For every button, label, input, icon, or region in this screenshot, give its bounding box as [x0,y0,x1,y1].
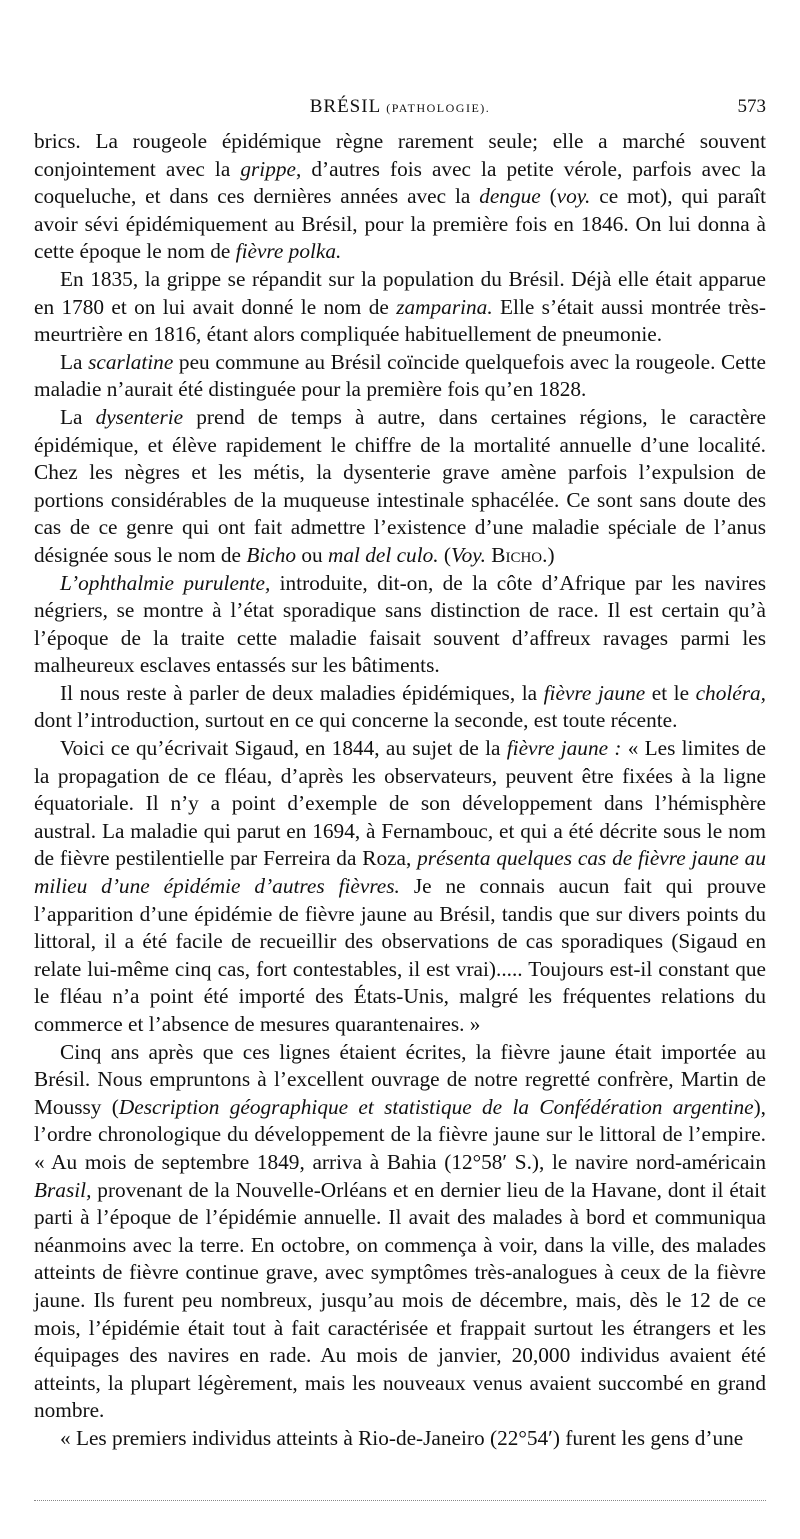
text-run: ), l’ordre chronologique du développement de la fièvre jaune sur le littoral de l’empire. « Au mois de septembre 1849, arriva à Bahia (12°58′ S.), le navire nord-américain [34,1094,766,1174]
paragraph [34,266,766,349]
text-run: .) [542,542,555,567]
text-run: Je ne connais aucun fait qui prouve l’apparition d’une épidémie de fièvre jaune au Brésil, tandis que sur divers points du littoral, il a été facile de recueillir des observations de cas sporadiques (Sigaud en relate lui-même cinq cas, fort contestables, il est vrai)..... Toujours est-il constant que le fléau n’a point été importé des États-Unis, malgré les fréquentes relations du commerce et l’absence de mesures quarantenaires. » [34,874,766,1036]
italic-text-run: voy. [556,184,591,209]
italic-text-run: dysenterie [95,404,184,429]
text-run: , d’autres fois avec la petite vérole, parfois avec la coqueluche, et dans ces dernières années avec la [34,156,766,209]
page-header-title [0,96,800,118]
paragraph [34,570,766,680]
text-run: La [60,404,96,429]
italic-text-run: fièvre jaune [543,680,646,705]
body-text [34,128,766,1453]
italic-text-run: choléra, [695,680,766,705]
header-title-sub: (PATHOLOGIE). [386,101,491,115]
text-run: Voici ce qu’écrivait Sigaud, en 1844, au sujet de la [60,736,507,761]
text-run: ce mot), qui paraît avoir sévi épidémiquement au Brésil, pour la première fois en 1846. On lui donna à cette époque le nom de [34,184,766,264]
text-run: peu commune au Brésil coïncide quelquefois avec la rougeole. Cette maladie n’aurait été distinguée pour la première fois qu’en 1828. [34,349,766,402]
italic-text-run: zamparina. [396,294,493,319]
text-run: prend de temps à autre, dans certaines régions, le caractère épidémique, et élève rapidement le chiffre de la mortalité annuelle d’une localité. Chez les nègres et les métis, la dysenterie grave amène parfois l’expulsion de portions considérables de la muqueuse intestinale sphacélée. Ce sont sans doute des cas de ce genre qui ont fait admettre l’existence d’une maladie spéciale de l’anus désignée sous le nom de [34,404,766,567]
italic-text-run: fièvre polka. [235,239,342,264]
text-run: ( [438,542,452,567]
running-head [0,92,800,124]
footer-rule [34,1500,766,1501]
italic-text-run: Description géographique et statistique de la Confédération argentine [118,1094,754,1119]
text-run: Elle s’était aussi montrée très-meurtrière en 1816, étant alors compliquée habituellement de pneumonie. [34,294,766,347]
italic-text-run: L’ophthalmie purulente, [60,570,271,595]
text-run: La [60,349,89,374]
text-run: « Les premiers individus atteints à Rio-de-Janeiro (22°54′) furent les gens d’une [60,1425,744,1450]
text-run: provenant de la Nouvelle-Orléans et en dernier lieu de la Havane, dont il était parti à l’époque de l’épidémie annuelle. Il avait des malades à bord et communiqua néanmoins avec la terre. En octobre, on commença à voir, dans la ville, des malades atteints de fièvre continue grave, avec symptômes très-analogues à ceux de la fièvre jaune. Ils furent peu nombreux, jusqu’au mois de décembre, mais, dès le 12 de ce mois, l’épidémie était tout à fait caractérisée et frappait surtout les étrangers et les équipages des navires en rade. Au mois de janvier, 20,000 individus avaient été atteints, la plupart légèrement, mais les nouveaux venus avaient succombé en grand nombre. [34,1177,766,1423]
italic-text-run: Bicho [246,542,297,567]
text-run: Il nous reste à parler de deux maladies épidémiques, la [60,680,544,705]
text-run: « Les limites de la propagation de ce fléau, d’après les observateurs, peuvent être fixées à la ligne équatoriale. Il n’y a point d’exemple de son développement dans l’hémisphère austral. La maladie qui parut en 1694, à Fernambouc, et qui a été décrite sous le nom de fièvre pestilentielle par Ferreira da Roza, [34,736,766,871]
header-title-main: BRÉSIL [309,96,381,117]
italic-text-run: Brasil, [34,1177,92,1202]
italic-text-run: fièvre jaune : [506,736,622,761]
text-run: dont l’introduction, surtout en ce qui concerne la seconde, est toute récente. [34,708,678,733]
text-run: ( [540,184,557,209]
paragraph [34,349,766,404]
paragraph [34,1425,766,1453]
text-run: brics. La rougeole épidémique règne rarement seule; elle a marché souvent conjointement avec la [34,129,766,181]
italic-text-run: Voy. [451,542,486,567]
text-run: ou [296,542,328,567]
page-number: 573 [737,96,766,117]
italic-text-run: mal del culo. [327,542,439,567]
paragraph [34,735,766,1039]
small-caps-text-run: Bicho [491,542,543,567]
italic-text-run: grippe [240,156,296,181]
text-run: En 1835, la grippe se répandit sur la population du Brésil. Déjà elle était apparue en 1780 et on lui avait donné le nom de [34,266,766,319]
text-run: et le [645,680,696,705]
italic-text-run: dengue [479,184,541,209]
paragraph [34,1039,766,1425]
text-run: introduite, dit-on, de la côte d’Afrique par les navires négriers, se montre à l’état sporadique sans distinction de race. Il est certain qu’à l’époque de la traite cette maladie faisait souvent d’affreux ravages parmi les malheureux esclaves entassés sur les bâtiments. [34,570,766,678]
italic-text-run: scarlatine [88,349,174,374]
paragraph [34,128,766,266]
text-run: Cinq ans après que ces lignes étaient écrites, la fièvre jaune était importée au Brésil. Nous empruntons à l’excellent ouvrage de notre regretté confrère, Martin de Moussy ( [34,1039,766,1119]
paragraph [34,680,766,735]
italic-text-run: présenta quelques cas de fièvre jaune au milieu d’une épidémie d’autres fièvres. [34,846,766,899]
paragraph [34,404,766,570]
